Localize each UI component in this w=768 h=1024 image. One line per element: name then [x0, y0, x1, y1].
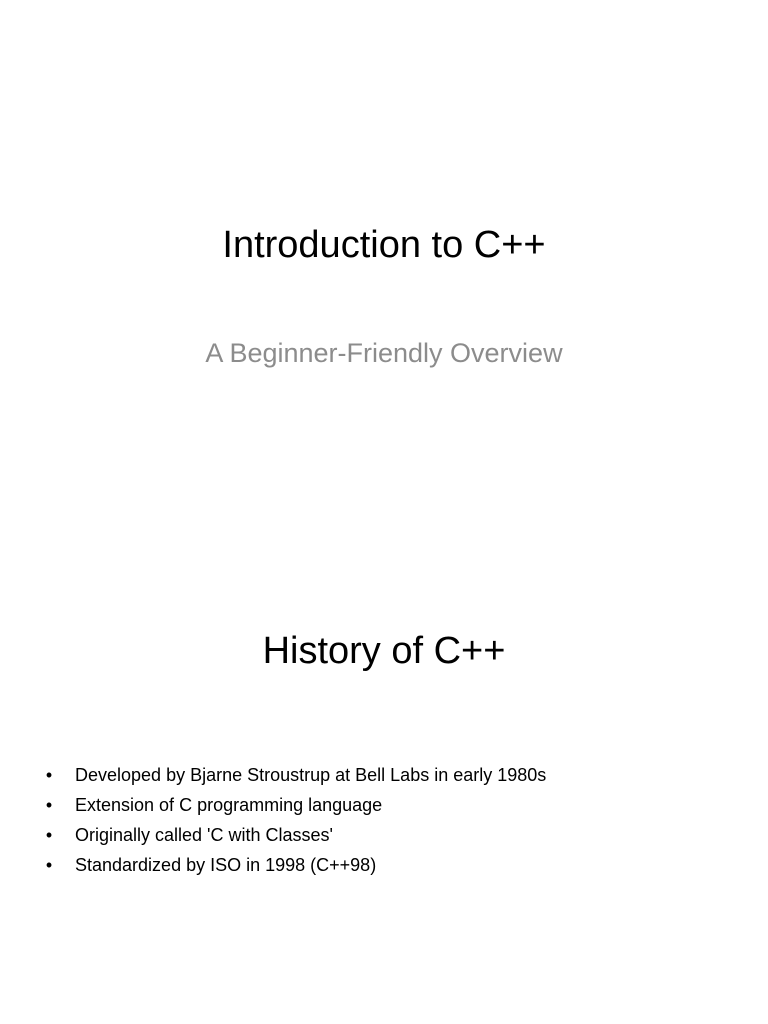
history-slide: [0, 416, 768, 875]
bullet-icon: •: [45, 825, 53, 845]
bullet-text: Originally called 'C with Classes': [75, 825, 333, 845]
bullet-text: Extension of C programming language: [75, 795, 383, 815]
bullet-text: Developed by Bjarne Stroustrup at Bell Labs in early 1980s: [75, 765, 547, 785]
bullet-item: [44, 850, 546, 880]
bullet-icon: •: [45, 765, 53, 785]
bullet-item: [44, 790, 546, 820]
bullet-text: Standardized by ISO in 1998 (C++98): [75, 855, 377, 875]
slide-title: Introduction to C++: [222, 224, 546, 266]
title-slide: [0, 0, 768, 404]
bullet-item: [44, 820, 546, 850]
bullet-icon: •: [45, 795, 53, 815]
bullet-item: [44, 760, 546, 790]
bullet-list: [44, 760, 546, 880]
slide-subtitle: A Beginner-Friendly Overview: [205, 338, 563, 368]
bullet-icon: •: [45, 855, 53, 875]
slide-title: History of C++: [262, 630, 506, 672]
